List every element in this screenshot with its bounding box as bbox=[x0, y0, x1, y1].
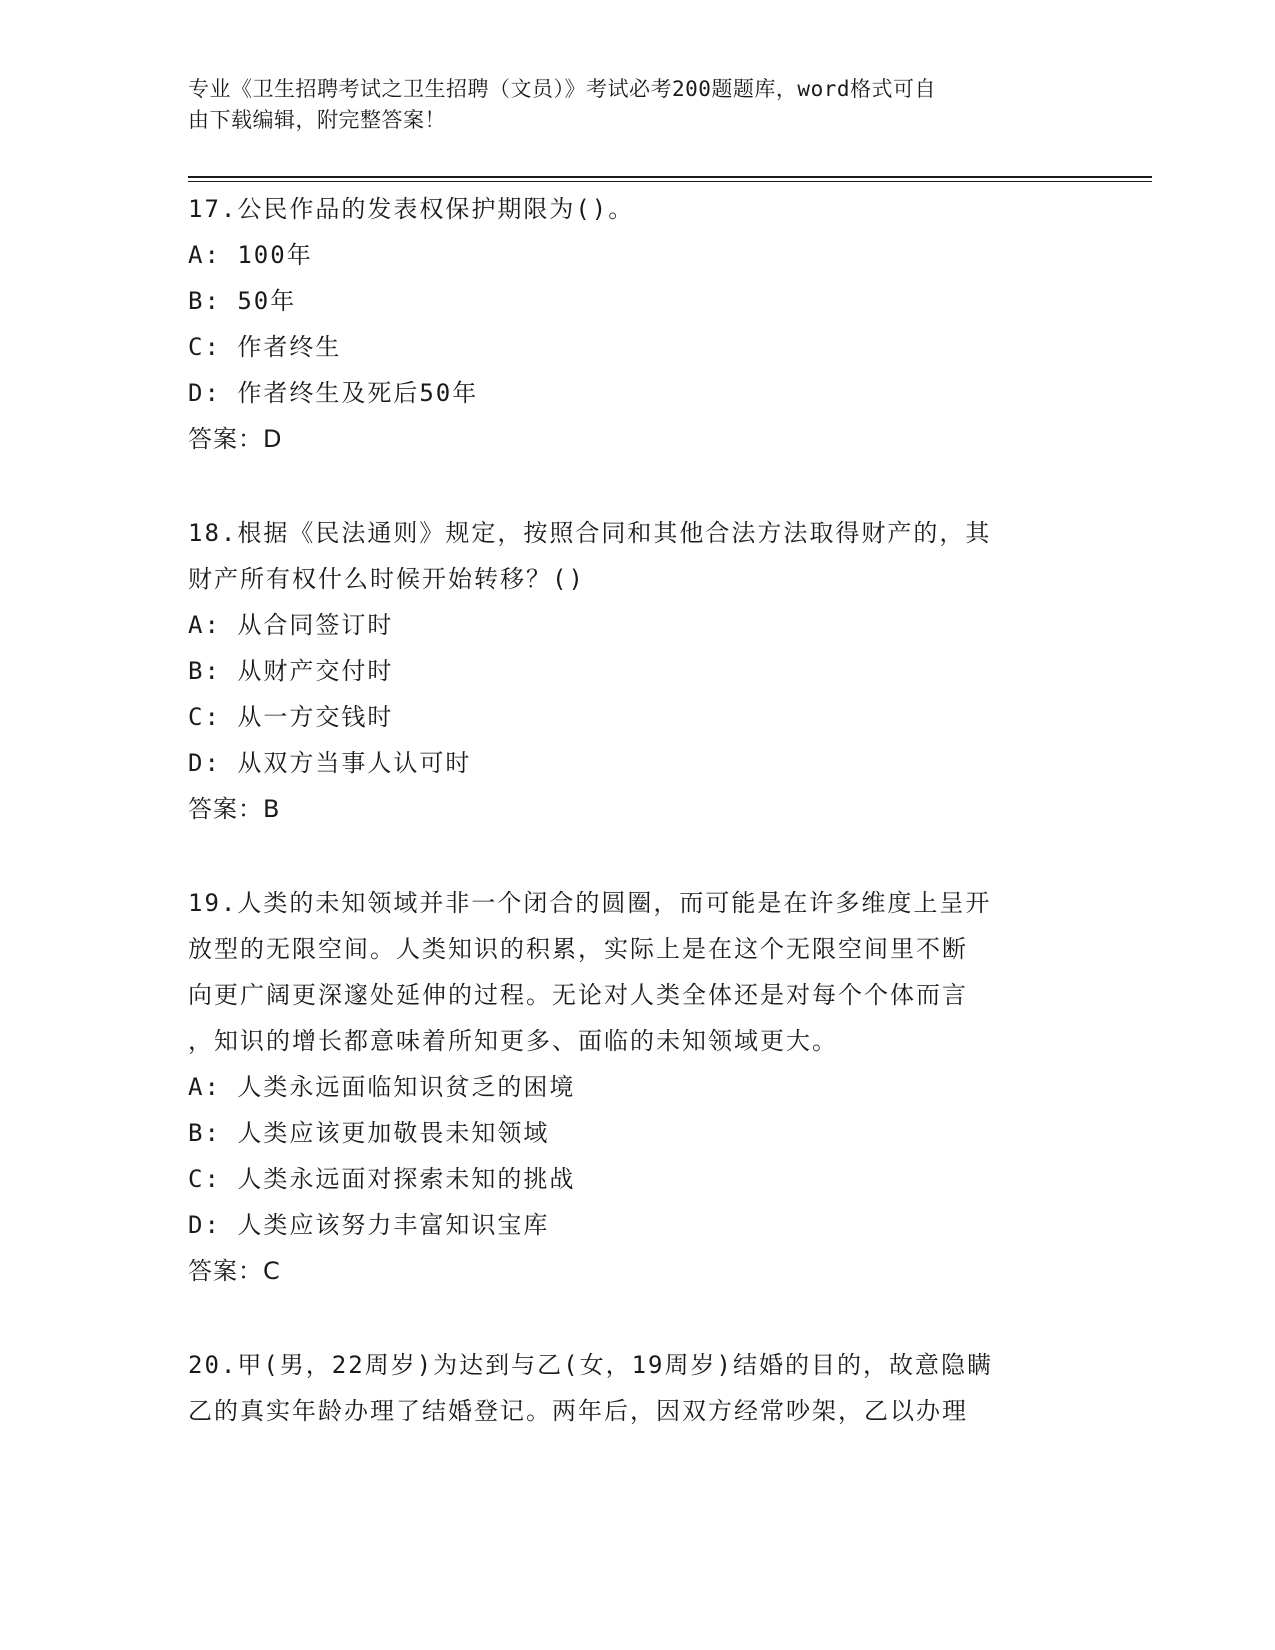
answer: 答案：D bbox=[188, 425, 283, 453]
question-stem-line: 19.人类的未知领域并非一个闭合的圆圈，而可能是在许多维度上呈开 bbox=[188, 889, 992, 917]
header-divider-thin bbox=[188, 181, 1152, 182]
question-list bbox=[188, 186, 1088, 1434]
question-stem: 17.公民作品的发表权保护期限为()。 bbox=[188, 195, 635, 223]
question-17 bbox=[188, 186, 1088, 462]
option-d: D: 作者终生及死后50年 bbox=[188, 379, 479, 407]
question-18 bbox=[188, 510, 1088, 832]
question-stem-line: ，知识的增长都意味着所知更多、面临的未知领域更大。 bbox=[188, 1027, 838, 1055]
option-c: C: 从一方交钱时 bbox=[188, 703, 394, 731]
question-stem-line: 20.甲(男，22周岁)为达到与乙(女，19周岁)结婚的目的，故意隐瞒 bbox=[188, 1351, 993, 1379]
header-line-2: 由下载编辑，附完整答案！ bbox=[188, 108, 446, 132]
option-d: D: 人类应该努力丰富知识宝库 bbox=[188, 1211, 550, 1239]
question-stem-line: 放型的无限空间。人类知识的积累，实际上是在这个无限空间里不断 bbox=[188, 935, 968, 963]
option-a: A: 从合同签订时 bbox=[188, 611, 394, 639]
question-stem-line: 向更广阔更深邃处延伸的过程。无论对人类全体还是对每个个体而言 bbox=[188, 981, 968, 1009]
option-a: A: 100年 bbox=[188, 241, 313, 269]
answer: 答案：B bbox=[188, 795, 281, 823]
option-a: A: 人类永远面临知识贫乏的困境 bbox=[188, 1073, 576, 1101]
question-stem-line: 18.根据《民法通则》规定，按照合同和其他合法方法取得财产的，其 bbox=[188, 519, 992, 547]
option-d: D: 从双方当事人认可时 bbox=[188, 749, 472, 777]
question-stem-line: 财产所有权什么时候开始转移？() bbox=[188, 565, 585, 593]
option-b: B: 人类应该更加敬畏未知领域 bbox=[188, 1119, 550, 1147]
option-b: B: 从财产交付时 bbox=[188, 657, 394, 685]
page-header bbox=[188, 74, 1068, 136]
header-divider-thick bbox=[188, 176, 1152, 178]
question-20 bbox=[188, 1342, 1088, 1434]
question-stem-line: 乙的真实年龄办理了结婚登记。两年后，因双方经常吵架，乙以办理 bbox=[188, 1397, 968, 1425]
question-19 bbox=[188, 880, 1088, 1294]
answer: 答案：C bbox=[188, 1257, 281, 1285]
header-line-1: 专业《卫生招聘考试之卫生招聘（文员）》考试必考200题题库，word格式可自 bbox=[188, 77, 936, 101]
option-b: B: 50年 bbox=[188, 287, 297, 315]
option-c: C: 作者终生 bbox=[188, 333, 342, 361]
option-c: C: 人类永远面对探索未知的挑战 bbox=[188, 1165, 576, 1193]
